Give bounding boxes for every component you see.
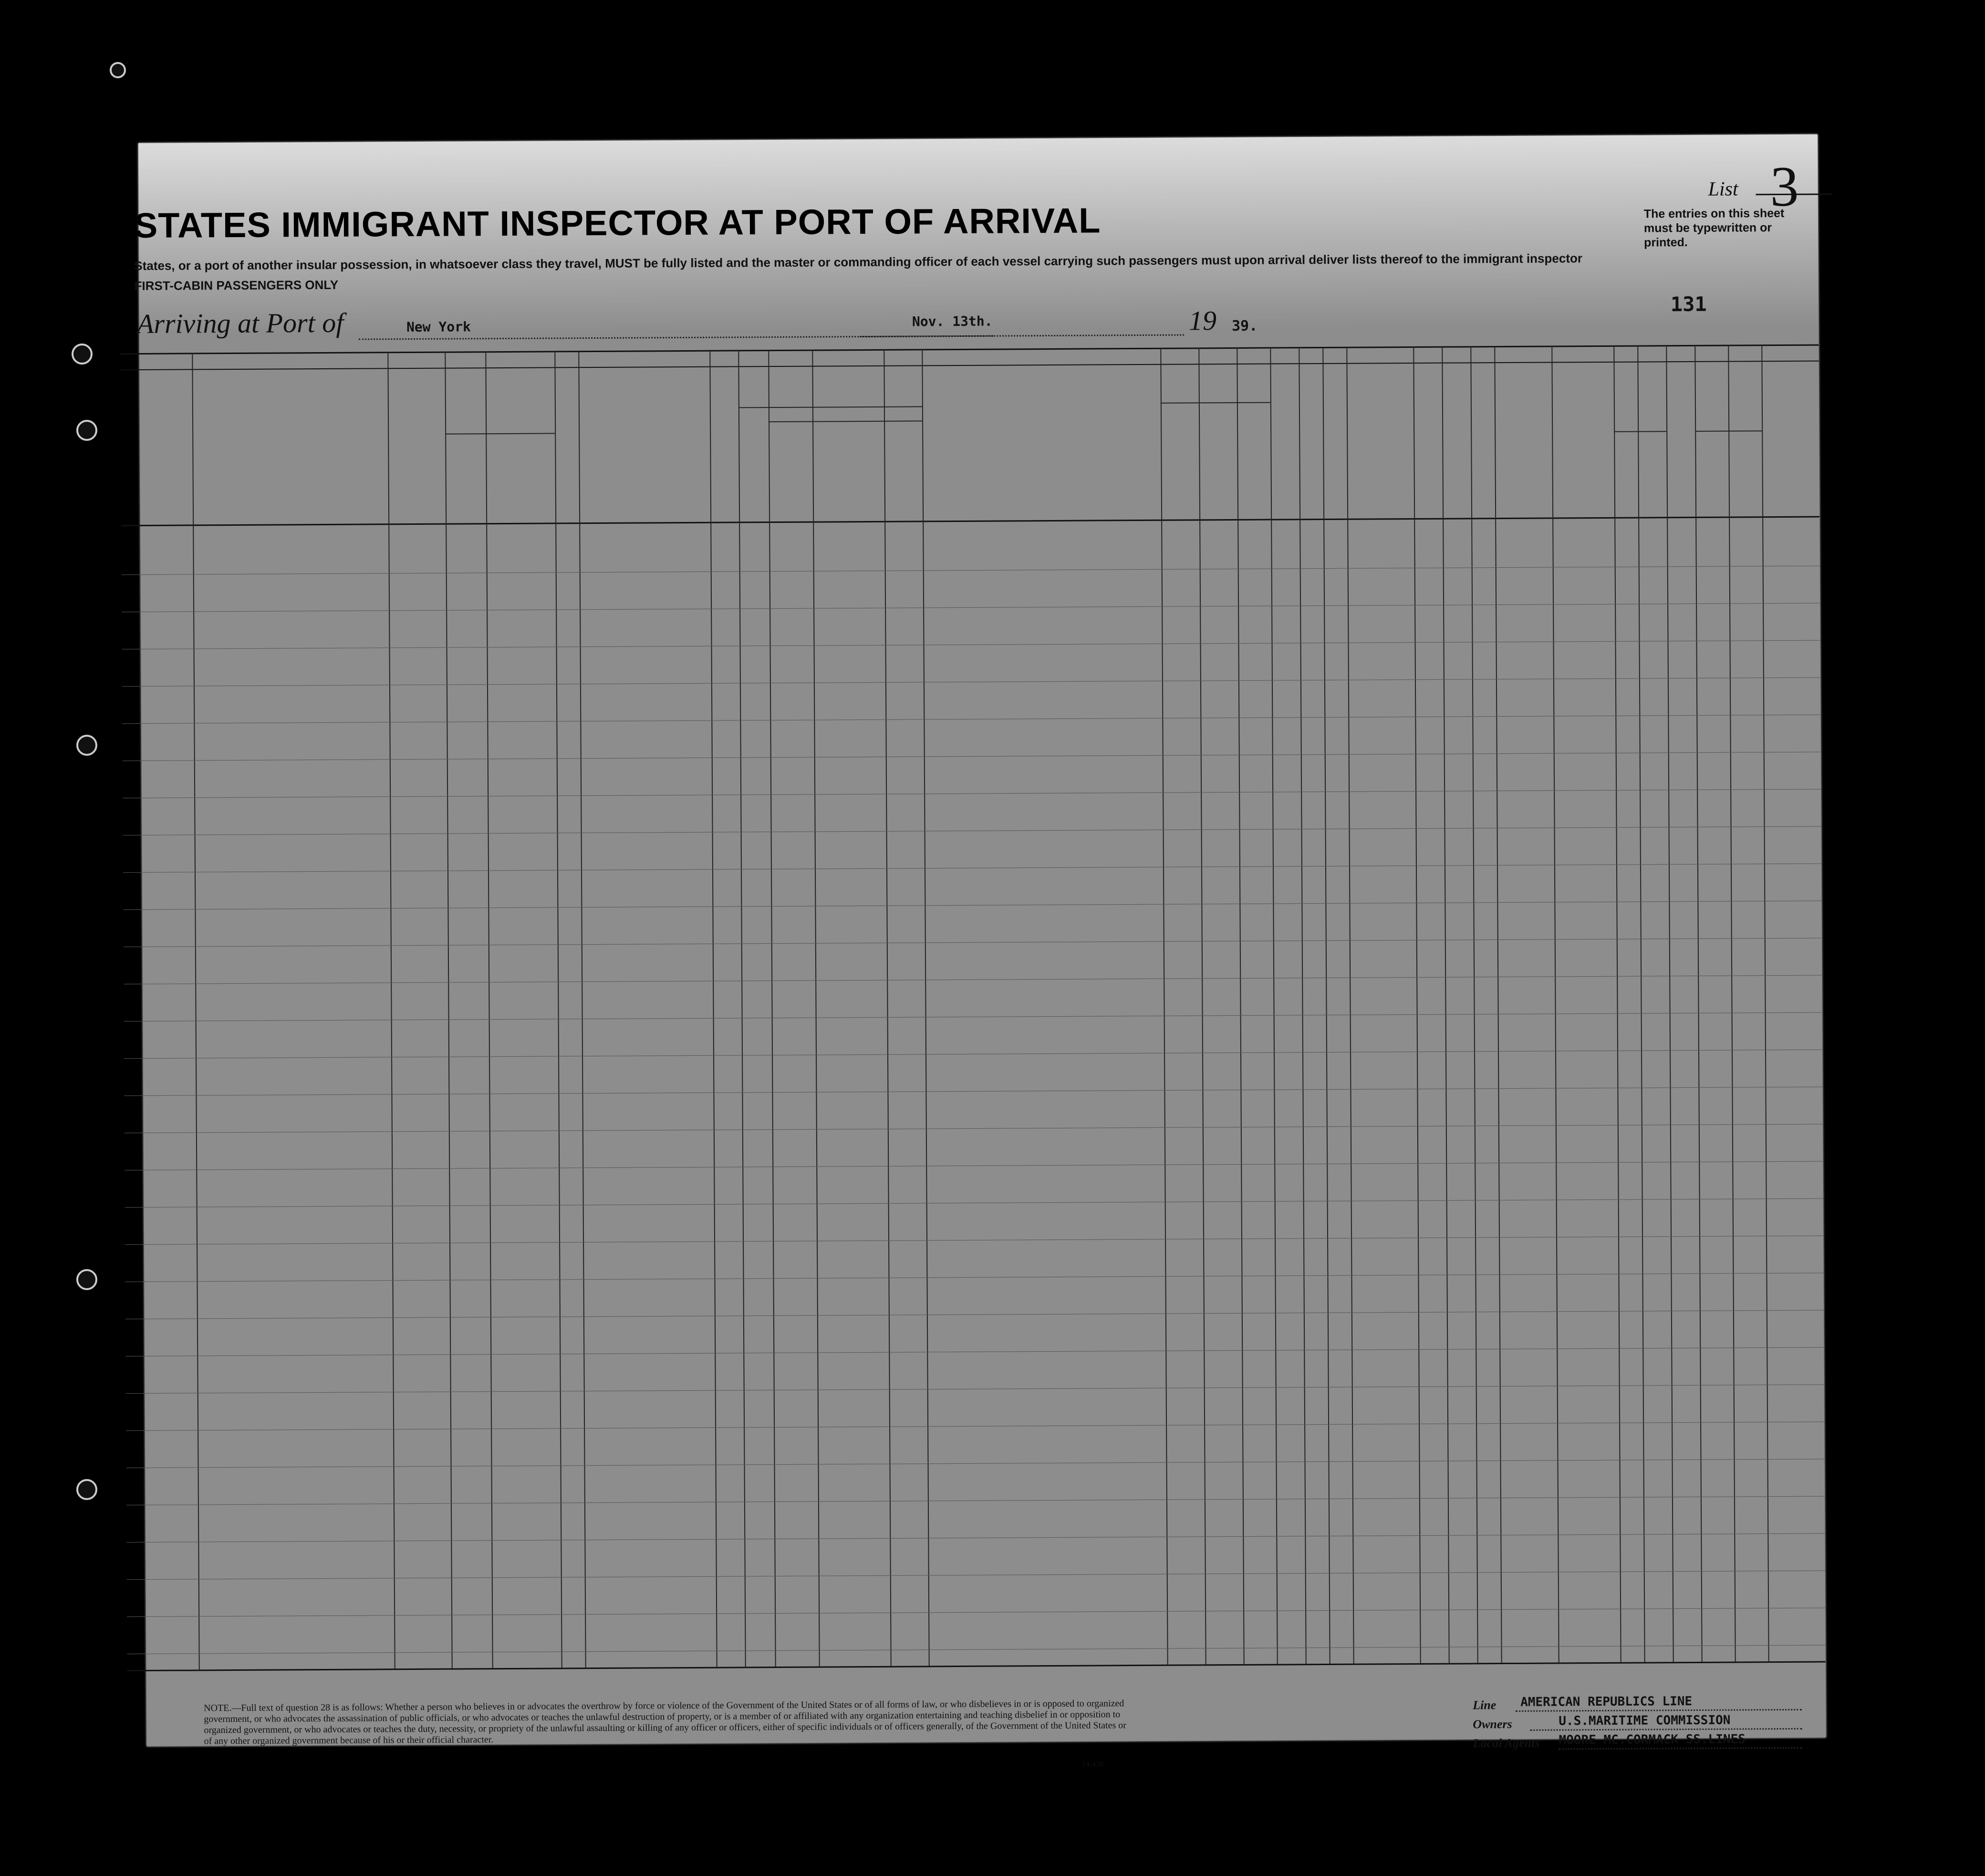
header-if-yes xyxy=(769,408,921,421)
column-number xyxy=(1346,349,1413,350)
column-number xyxy=(1761,347,1819,348)
agents-underline xyxy=(1559,1747,1802,1750)
line-value: AMERICAN REPUBLICS LINE xyxy=(1520,1694,1693,1709)
class-line: FIRST-CABIN PASSENGERS ONLY xyxy=(134,277,339,293)
header-ticket xyxy=(560,375,575,518)
header-color-of xyxy=(1695,392,1762,407)
column-number xyxy=(1160,350,1270,351)
column-number xyxy=(139,355,192,356)
header-polygamist xyxy=(1305,371,1320,514)
agents-value: MOORE MC.CORMACK SS.LINES xyxy=(1559,1732,1746,1748)
header-offer-labor xyxy=(1418,370,1443,513)
header-before-in-us xyxy=(740,368,919,397)
header-paid-by xyxy=(581,407,707,437)
column-number xyxy=(1551,348,1613,349)
header-q28 xyxy=(1351,370,1410,514)
owners-label: Owners xyxy=(1473,1717,1512,1731)
line-underline xyxy=(1516,1709,1802,1712)
header-inches xyxy=(1645,459,1660,512)
header-marks xyxy=(1762,416,1819,459)
subheader-rule xyxy=(1614,431,1666,432)
header-citizen-intent xyxy=(1244,405,1268,517)
binder-hole xyxy=(76,1479,97,1500)
header-hair xyxy=(1695,464,1729,479)
column-number xyxy=(192,354,387,355)
arriving-label: Arriving at Port of xyxy=(136,307,344,340)
subheader-rule xyxy=(769,420,922,422)
column-number xyxy=(578,353,709,354)
year-suffix: 39. xyxy=(1231,317,1258,335)
sheet-number: 131 xyxy=(1670,292,1707,316)
header-yes-no xyxy=(738,440,769,479)
header-length-stay xyxy=(1206,405,1235,517)
column-number xyxy=(922,351,1160,352)
instruction-text: States, or a port of another insular possession, in whatsoever class they travel, MUST be fully listed and the master or commanding officer of each vessel carrying such passengers must upon arrival deliver lists thereof to the immigrant inspector xyxy=(134,251,1583,273)
header-height xyxy=(1614,402,1666,417)
agents-label: Local Agents xyxy=(1473,1736,1540,1751)
subheader-rule xyxy=(1161,402,1270,404)
owners-value: U.S.MARITIME COMMISSION xyxy=(1559,1713,1731,1729)
header-deformed xyxy=(1554,403,1612,489)
header-health xyxy=(1497,403,1550,466)
header-period xyxy=(769,440,813,488)
header-complexion xyxy=(1666,421,1695,459)
header-join-relative xyxy=(927,415,1156,483)
owners-underline xyxy=(1530,1728,1802,1731)
binder-hole xyxy=(76,420,97,441)
header-foreign-country xyxy=(388,442,446,514)
list-number: 3 xyxy=(1770,154,1799,219)
header-arrested xyxy=(1476,370,1497,513)
header-anarchist xyxy=(1329,371,1344,514)
table-bottom-rule xyxy=(127,1661,1826,1672)
page-title: STATES IMMIGRANT INSPECTOR AT PORT OF ARRIVAL xyxy=(134,200,1101,246)
typewritten-note: The entries on this sheet must be typewritten or printed. xyxy=(1643,206,1785,250)
header-purpose xyxy=(1161,371,1270,400)
binder-hole xyxy=(72,344,93,365)
table-top-rule xyxy=(120,344,1819,355)
header-bottom-rule xyxy=(121,516,1819,527)
subheader-rule xyxy=(1695,430,1762,432)
colnum-rule xyxy=(120,361,1819,371)
header-eyes xyxy=(1729,464,1762,478)
footnote-q28: NOTE.—Full text of question 28 is as follows: Whether a person who believes in or advocates the overthrow by force or violence of the Government of the United States or of all forms of law, or who disbelieves in or is opposed to organized government, or who advocates the assassination of public officials, or who advocates or teaches the unlawful destruction of property, or is a member of or affiliated with any organization entertaining and teaching disbelief in or opposition to organized government, or who advocates or teaches the duty, necessity, or propriety of the unlawful assaulting or killing of any officer or officers, either of specific individuals or of officers generally, of the Government of the United States or of any other organized government because of his or their official character. xyxy=(204,1698,1126,1747)
port-value: New York xyxy=(406,319,471,335)
header-state xyxy=(446,470,486,490)
header-return-intent xyxy=(1168,405,1197,517)
manifest-sheet xyxy=(134,135,1826,1769)
header-excluded xyxy=(1448,370,1468,513)
binder-hole xyxy=(76,735,97,756)
column-number xyxy=(738,352,922,353)
header-money xyxy=(717,374,735,517)
binder-hole xyxy=(76,1269,97,1290)
header-final-dest-note xyxy=(388,412,555,432)
header-last-departure xyxy=(884,435,923,497)
header-city xyxy=(486,470,555,490)
year-prefix: 19 xyxy=(1188,305,1217,336)
form-number: 14-430 xyxy=(1081,1760,1104,1769)
date-value: Nov. 13th. xyxy=(912,313,993,330)
header-in-usa xyxy=(445,437,555,461)
header-where xyxy=(812,449,884,469)
list-label: List xyxy=(1708,178,1738,200)
header-paid-by-note xyxy=(581,438,708,520)
header-relative xyxy=(195,428,386,505)
date-line xyxy=(860,334,1184,338)
subheader-rule xyxy=(445,433,555,434)
header-final-destination xyxy=(388,398,555,414)
header-no-on-list xyxy=(142,434,190,472)
line-label: Line xyxy=(1473,1698,1497,1712)
binder-hole xyxy=(110,62,126,78)
header-prison xyxy=(1274,371,1299,514)
column-number xyxy=(1494,348,1551,349)
header-feet xyxy=(1614,479,1638,493)
